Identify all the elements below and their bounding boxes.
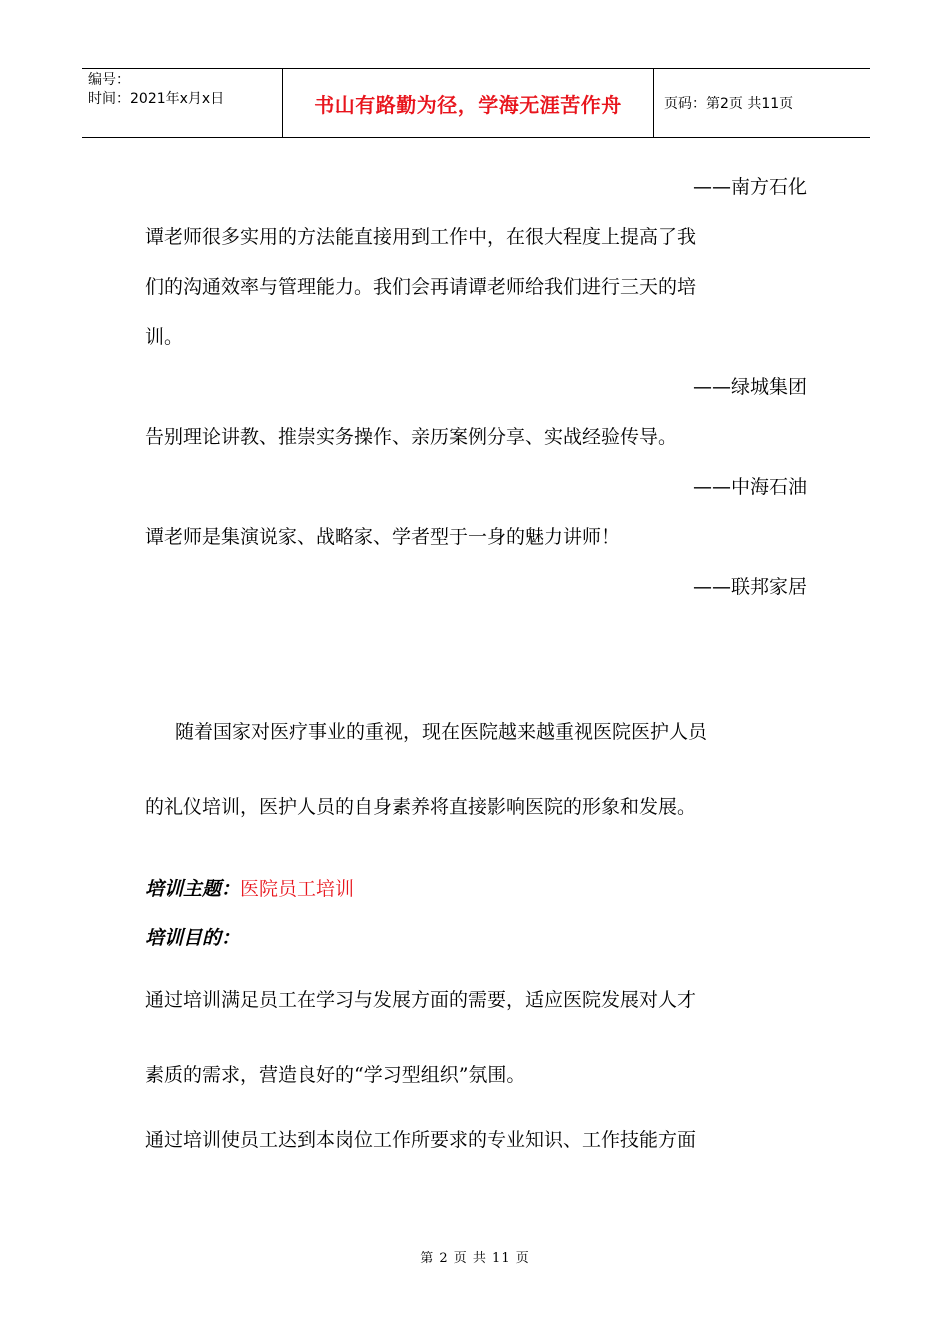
testimonial-text-3: 告别理论讲教、推崇实务操作、亲历案例分享、实战经验传导。	[145, 426, 678, 448]
testimonial-attribution-3: ——中海石油	[692, 476, 807, 498]
intro-line-2: 的礼仪培训，医护人员的自身素养将直接影响医院的形象和发展。	[145, 796, 697, 818]
header-motto-cell	[282, 69, 654, 137]
training-goal-label: 培训目的：	[145, 927, 241, 949]
testimonial-attribution-1: ——南方石化	[692, 176, 807, 198]
testimonial-attribution-2: ——绿城集团	[692, 376, 807, 398]
training-goal-2-line1: 通过培训使员工达到本岗位工作所要求的专业知识、工作技能方面	[145, 1129, 697, 1151]
training-theme	[145, 874, 807, 901]
testimonial-text-2-line2: 们的沟通效率与管理能力。我们会再请谭老师给我们进行三天的培	[145, 276, 697, 298]
training-theme-label: 培训主题：	[145, 878, 241, 900]
training-goal-1-line2: 素质的需求，营造良好的“学习型组织”氛围。	[145, 1064, 526, 1086]
intro-line-1: 随着国家对医疗事业的重视，现在医院越来越重视医院医护人员	[175, 721, 708, 743]
document-date-label: 时间：2021年x月x日	[88, 91, 225, 107]
header-page-info: 页码：第2页 共11页	[664, 96, 794, 112]
training-goal-1-line1: 通过培训满足员工在学习与发展方面的需要，适应医院发展对人才	[145, 989, 697, 1011]
training-theme-value: 医院员工培训	[240, 878, 355, 900]
page-footer: 第 2 页 共 11 页	[420, 1251, 530, 1266]
testimonial-attribution-4: ——联邦家居	[692, 576, 807, 598]
header-motto: 书山有路勤为径，学海无涯苦作舟	[314, 92, 622, 117]
testimonial-text-2-line1: 谭老师很多实用的方法能直接用到工作中，在很大程度上提高了我	[145, 226, 697, 248]
header-page-cell	[654, 69, 870, 137]
testimonial-text-2-line3: 训。	[145, 326, 184, 348]
header-meta	[82, 69, 282, 137]
header-table	[82, 68, 870, 138]
document-number-label: 编号：	[88, 72, 130, 88]
testimonial-text-4: 谭老师是集演说家、战略家、学者型于一身的魅力讲师！	[145, 526, 621, 548]
